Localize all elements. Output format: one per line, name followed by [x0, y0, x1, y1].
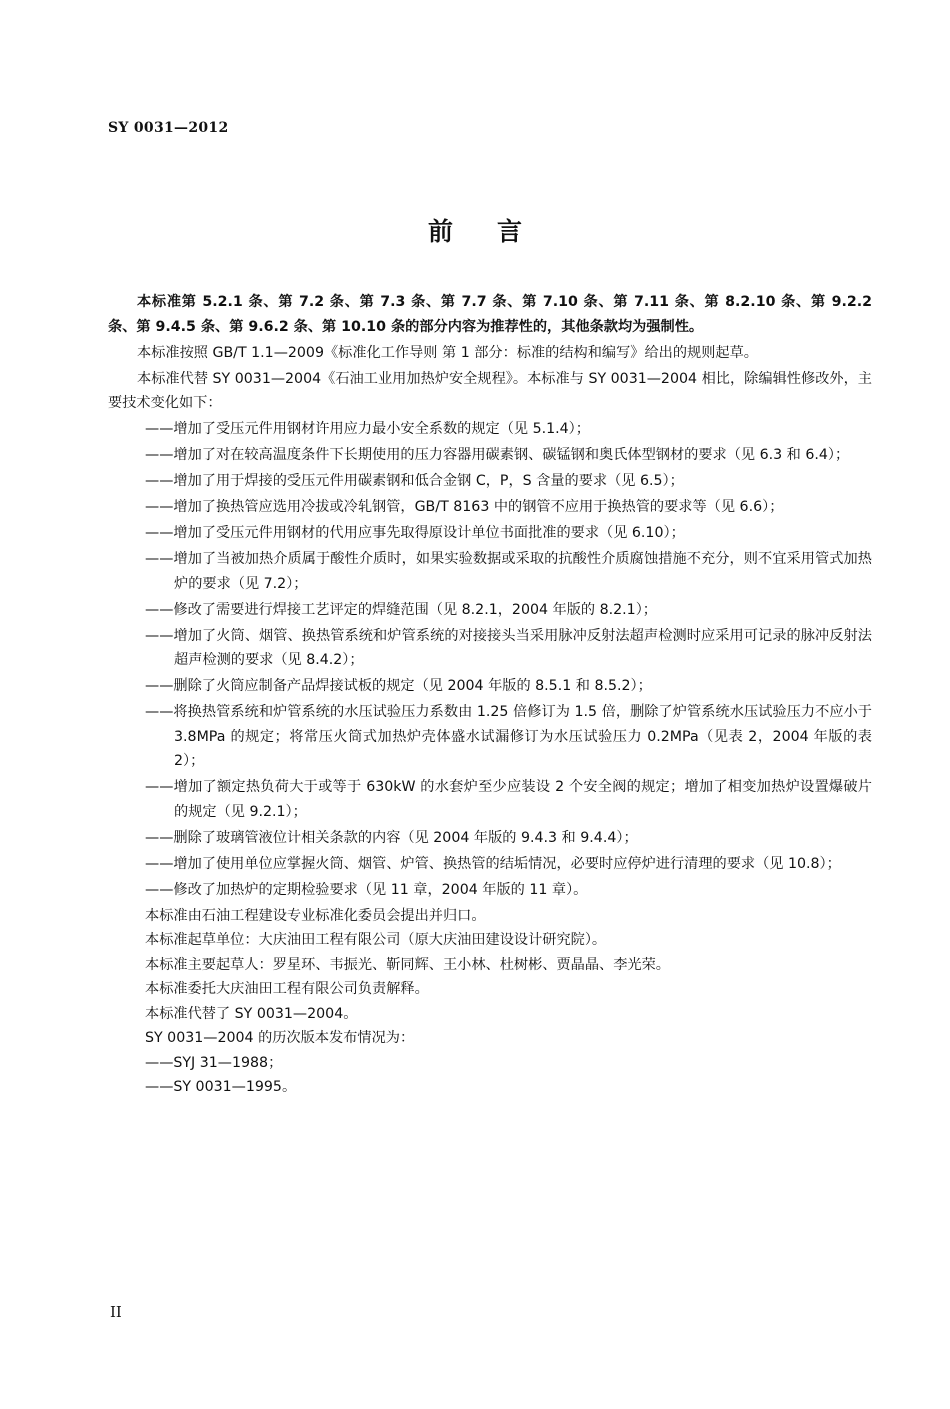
replaced-standard: 本标准代替了 SY 0031—2004。	[145, 1005, 358, 1022]
drafting-rule: 本标准按照 GB/T 1.1—2009《标准化工作导则 第 1 部分：标准的结构和编写》给出的规则起草。	[137, 344, 758, 361]
change-item: ——增加了受压元件用钢材许用应力最小安全系数的规定（见 5.1.4）；	[145, 421, 590, 437]
interpretation-statement: 本标准委托大庆油田工程有限公司负责解释。	[145, 981, 429, 997]
proposer-statement: 本标准由石油工程建设专业标准化委员会提出并归口。	[145, 907, 486, 924]
change-item: ——增加了受压元件用钢材的代用应事先取得原设计单位书面批准的要求（见 6.10）；	[145, 525, 685, 541]
change-item: ——删除了玻璃管液位计相关条款的内容（见 2004 年版的 9.4.3 和 9.4.4）；	[145, 829, 638, 846]
history-item: ——SYJ 31—1988；	[145, 1054, 283, 1071]
change-item: ——修改了需要进行焊接工艺评定的焊缝范围（见 8.2.1，2004 年版的 8.2.1）；	[145, 601, 657, 618]
page-number: II	[110, 1303, 122, 1321]
change-item: ——修改了加热炉的定期检验要求（见 11 章，2004 年版的 11 章）。	[145, 881, 588, 898]
history-item: ——SY 0031—1995。	[145, 1079, 297, 1095]
standard-code: SY 0031—2012	[108, 120, 229, 136]
foreword-body	[108, 290, 872, 1100]
change-item: ——删除了火筒应制备产品焊接试板的规定（见 2004 年版的 8.5.1 和 8.5.2）；	[145, 678, 652, 694]
change-item: ——增加了使用单位应掌握火筒、烟管、炉管、换热管的结垢情况，必要时应停炉进行清理的要求（见 10.8）；	[145, 855, 841, 872]
change-item: ——将换热管系统和炉管系统的水压试验压力系数由 1.25 倍修订为 1.5 倍，删除了炉管系统水压试验压力不应小于 3.8MPa 的规定；将常压火筒式加热炉壳体盛水试漏修订为水压试验压力 0.2MPa（见表 2，2004 年版的表 2）；	[145, 704, 872, 769]
replacement-statement: 本标准代替 SY 0031—2004《石油工业用加热炉安全规程》。本标准与 SY 0031—2004 相比，除编辑性修改外，主要技术变化如下：	[108, 370, 872, 411]
change-item: ——增加了用于焊接的受压元件用碳素钢和低合金钢 C，P，S 含量的要求（见 6.5）；	[145, 473, 684, 489]
change-item: ——增加了对在较高温度条件下长期使用的压力容器用碳素钢、碳锰钢和奥氏体型钢材的要求（见 6.3 和 6.4）；	[145, 447, 850, 463]
change-item: ——增加了火筒、烟管、换热管系统和炉管系统的对接接头当采用脉冲反射法超声检测时应采用可记录的脉冲反射法超声检测的要求（见 8.4.2）；	[145, 627, 872, 668]
change-item: ——增加了额定热负荷大于或等于 630kW 的水套炉至少应装设 2 个安全阀的规定；增加了相变加热炉设置爆破片的规定（见 9.2.1）；	[145, 779, 872, 820]
drafting-unit: 本标准起草单位：大庆油田工程有限公司（原大庆油田建设设计研究院）。	[145, 932, 607, 948]
page-title: 前言	[427, 217, 566, 246]
mandatory-note: 本标准第 5.2.1 条、第 7.2 条、第 7.3 条、第 7.7 条、第 7.10 条、第 7.11 条、第 8.2.10 条、第 9.2.2 条、第 9.4.5 条、第 9.6.2 条、第 10.10 条的部分内容为推荐性的，其他条款均为强制性。	[108, 294, 872, 335]
main-drafters: 本标准主要起草人：罗星环、韦振光、靳同辉、王小林、杜树彬、贾晶晶、李光荣。	[145, 956, 670, 973]
change-item: ——增加了换热管应选用冷拔或冷轧钢管，GB/T 8163 中的钢管不应用于换热管的要求等（见 6.6）；	[145, 499, 784, 515]
change-item: ——增加了当被加热介质属于酸性介质时，如果实验数据或采取的抗酸性介质腐蚀措施不充分，则不宜采用管式加热炉的要求（见 7.2）；	[145, 551, 872, 592]
history-heading: SY 0031—2004 的历次版本发布情况为：	[145, 1030, 415, 1046]
